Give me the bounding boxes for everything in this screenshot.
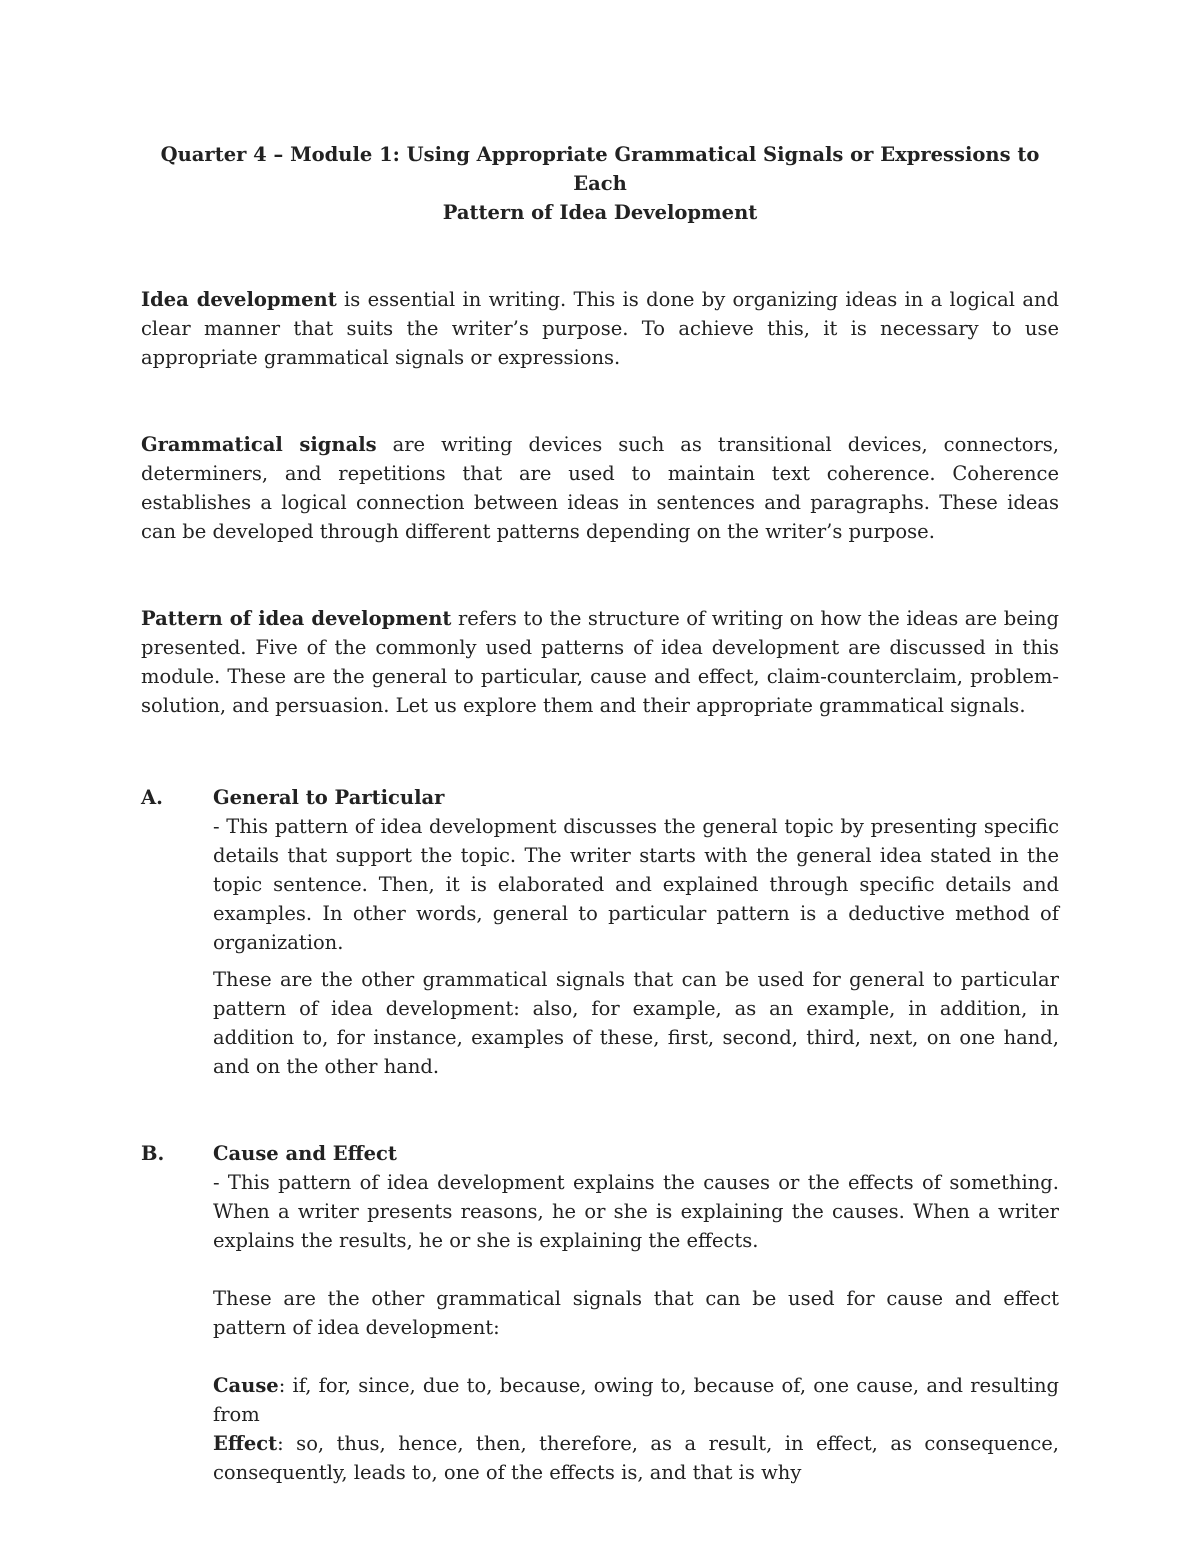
effect-label: Effect: [213, 1432, 278, 1455]
cause-label: Cause: [213, 1374, 279, 1397]
cause-signals: [213, 1371, 1059, 1429]
effect-text: : so, thus, hence, then, therefore, as a result, in effect, as consequence, consequently, leads to, one of the effects is, and that is why: [213, 1432, 1059, 1484]
pattern-term: Pattern of idea development: [141, 607, 452, 630]
intro-term: Idea development: [141, 288, 337, 311]
signals-paragraph: [141, 430, 1059, 546]
pattern-text: refers to the structure of writing on how the ideas are being presented. Five of the commonly used patterns of idea development are discussed in this module. These are the general to particular, cause and effect, claim-counterclaim, problem-solution, and persuasion. Let us explore them and their appropriate grammatical signals.: [141, 607, 1060, 717]
intro-text: is essential in writing. This is done by organizing ideas in a logical and clear manner that suits the writer’s purpose. To achieve this, it is necessary to use appropriate grammatical signals or expressions.: [141, 288, 1059, 369]
section-a-signals: These are the other grammatical signals that can be used for general to particular pattern of idea development: also, for example, as an example, in addition, in addition to, for instance, examples of these, first, second, third, next, on one hand, and on the other hand.: [213, 968, 1059, 1078]
signals-term: Grammatical signals: [141, 433, 377, 456]
intro-paragraph: [141, 285, 1059, 372]
effect-signals: [213, 1429, 1059, 1487]
document-title: [141, 140, 1059, 227]
section-a-description: - This pattern of idea development discusses the general topic by presenting specific details that support the topic. The writer starts with the general idea stated in the topic sentence. Then, it is elaborated and explained through specific details and examples. In other words, general to particular pattern is a deductive method of organization.: [213, 815, 1059, 954]
title-line-1: Quarter 4 – Module 1: Using Appropriate Grammatical Signals or Expressions to Each: [160, 143, 1040, 195]
section-b-marker: B.: [141, 1142, 165, 1165]
section-a-marker: A.: [141, 786, 163, 809]
section-b-description: - This pattern of idea development explains the causes or the effects of something. When a writer presents reasons, he or she is explaining the causes. When a writer explains the results, he or she is explaining the effects.: [213, 1171, 1059, 1252]
section-general-to-particular: [141, 783, 1059, 1081]
document-page: [141, 140, 1059, 1487]
section-a-heading: General to Particular: [213, 786, 445, 809]
title-line-2: Pattern of Idea Development: [442, 201, 758, 224]
pattern-paragraph: [141, 604, 1059, 720]
cause-text: : if, for, since, due to, because, owing to, because of, one cause, and resulting from: [213, 1374, 1059, 1426]
section-cause-and-effect: [141, 1139, 1059, 1487]
section-b-heading: Cause and Effect: [213, 1142, 397, 1165]
signals-text: are writing devices such as transitional devices, connectors, determiners, and repetitions that are used to maintain text coherence. Coherence establishes a logical connection between ideas in sentences and paragraphs. These ideas can be developed through different patterns depending on the writer’s purpose.: [141, 433, 1059, 543]
section-b-signals-intro: These are the other grammatical signals that can be used for cause and effect pattern of idea development:: [213, 1287, 1059, 1339]
